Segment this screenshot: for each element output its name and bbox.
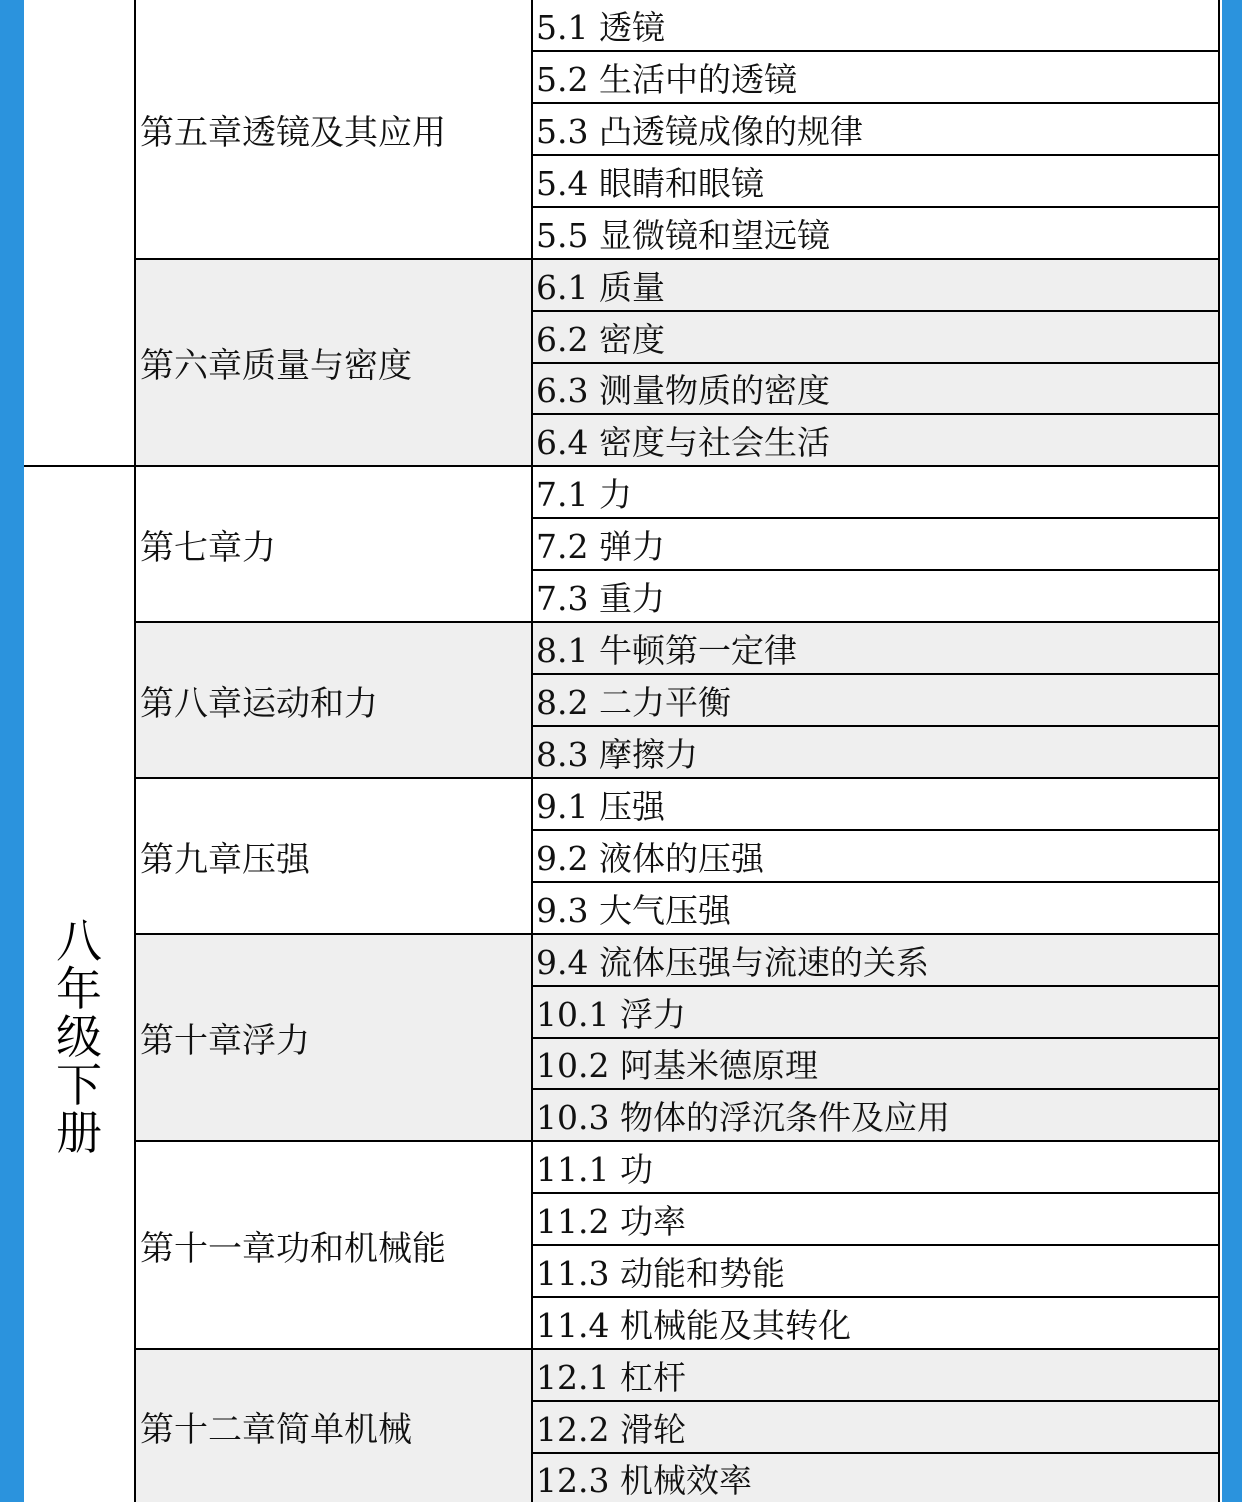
grade-label-char: 册 bbox=[56, 1106, 102, 1160]
lesson-cell: 9.4 流体压强与流速的关系 bbox=[531, 935, 1220, 987]
lesson-cell: 6.4 密度与社会生活 bbox=[531, 415, 1220, 467]
lesson-cell: 9.3 大气压强 bbox=[531, 883, 1220, 935]
lesson-cell: 5.3 凸透镜成像的规律 bbox=[531, 104, 1220, 156]
lesson-cell: 11.3 动能和势能 bbox=[531, 1246, 1220, 1298]
lesson-cell: 7.1 力 bbox=[531, 467, 1220, 519]
grade-cell-lower bbox=[24, 467, 136, 1502]
chapter-cell: 第十二章简单机械 bbox=[136, 1350, 531, 1502]
lesson-cell: 6.3 测量物质的密度 bbox=[531, 364, 1220, 415]
lesson-cell: 9.2 液体的压强 bbox=[531, 831, 1220, 883]
grade-label-char: 下 bbox=[56, 1058, 102, 1112]
lesson-cell: 11.4 机械能及其转化 bbox=[531, 1298, 1220, 1350]
lesson-cell: 10.1 浮力 bbox=[531, 987, 1220, 1039]
chapter-cell: 第五章透镜及其应用 bbox=[136, 0, 531, 260]
lesson-cell: 10.3 物体的浮沉条件及应用 bbox=[531, 1090, 1220, 1142]
lesson-cell: 5.4 眼睛和眼镜 bbox=[531, 156, 1220, 208]
lesson-cell: 6.1 质量 bbox=[531, 260, 1220, 312]
lesson-cell: 5.2 生活中的透镜 bbox=[531, 52, 1220, 104]
chapter-cell: 第十一章功和机械能 bbox=[136, 1142, 531, 1350]
lesson-cell: 9.1 压强 bbox=[531, 779, 1220, 831]
grade-label-char: 八 bbox=[56, 914, 102, 968]
lesson-cell: 5.1 透镜 bbox=[531, 0, 1220, 52]
lesson-cell: 12.3 机械效率 bbox=[531, 1454, 1220, 1502]
grade-label bbox=[24, 914, 134, 1160]
lesson-cell: 8.3 摩擦力 bbox=[531, 727, 1220, 779]
chapter-cell: 第六章质量与密度 bbox=[136, 260, 531, 467]
lesson-cell: 5.5 显微镜和望远镜 bbox=[531, 208, 1220, 260]
lesson-cell: 12.1 杠杆 bbox=[531, 1350, 1220, 1402]
lesson-cell: 12.2 滑轮 bbox=[531, 1402, 1220, 1454]
lesson-cell: 8.1 牛顿第一定律 bbox=[531, 623, 1220, 675]
lesson-cell: 11.2 功率 bbox=[531, 1194, 1220, 1246]
chapter-cell: 第十章浮力 bbox=[136, 935, 531, 1142]
lesson-cell: 6.2 密度 bbox=[531, 312, 1220, 364]
lesson-cell: 10.2 阿基米德原理 bbox=[531, 1039, 1220, 1090]
lesson-cell: 7.2 弹力 bbox=[531, 519, 1220, 571]
chapter-cell: 第七章力 bbox=[136, 467, 531, 623]
grade-label-char: 级 bbox=[56, 1010, 102, 1064]
grade-cell-upper bbox=[24, 0, 136, 467]
grade-label-char: 年 bbox=[56, 962, 102, 1016]
chapter-cell: 第九章压强 bbox=[136, 779, 531, 935]
chapter-cell: 第八章运动和力 bbox=[136, 623, 531, 779]
lesson-cell: 7.3 重力 bbox=[531, 571, 1220, 623]
syllabus-table bbox=[24, 0, 1222, 1502]
lesson-cell: 8.2 二力平衡 bbox=[531, 675, 1220, 727]
lesson-cell: 11.1 功 bbox=[531, 1142, 1220, 1194]
